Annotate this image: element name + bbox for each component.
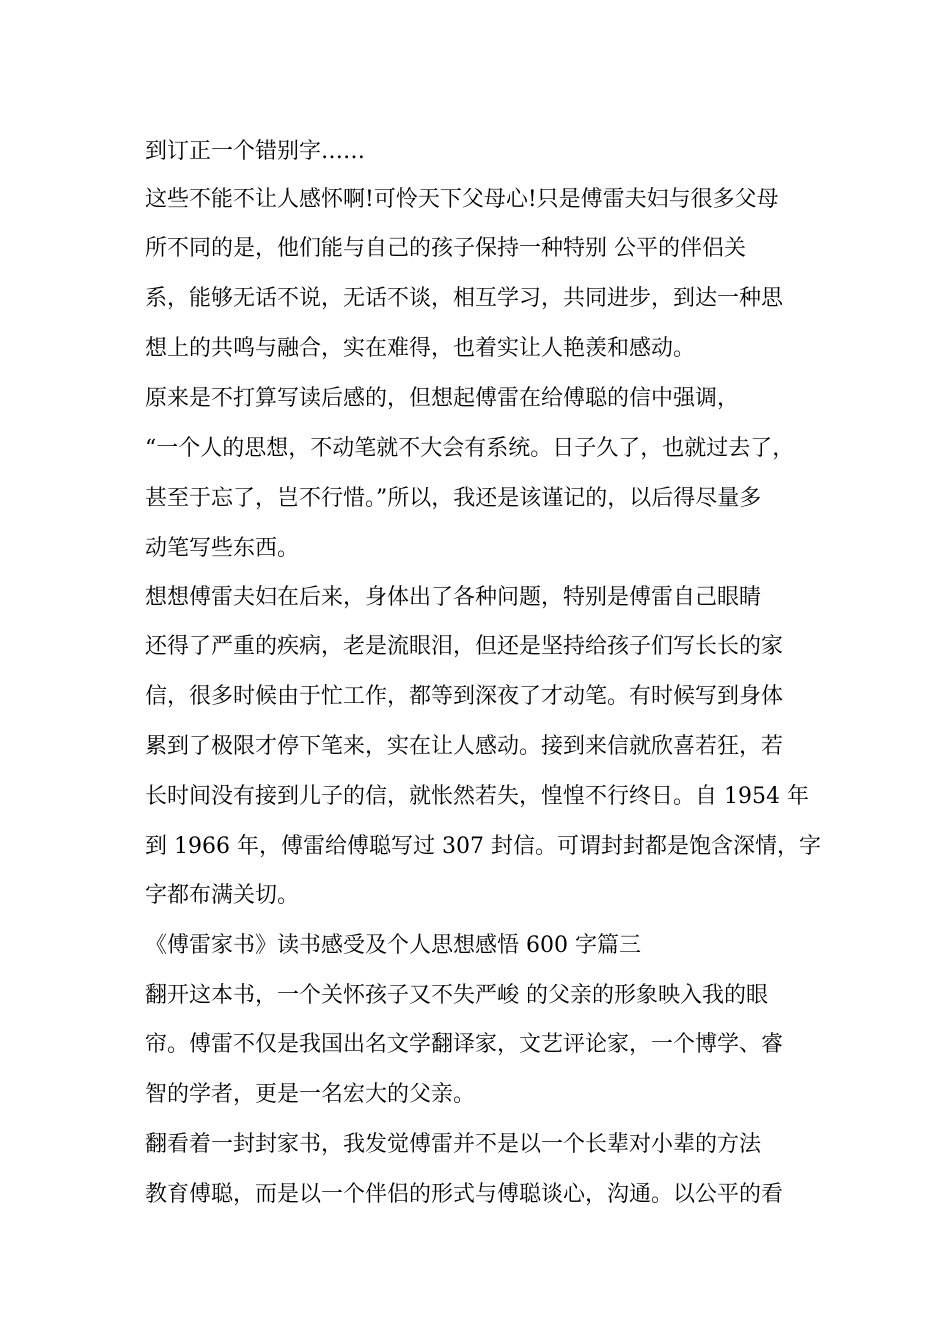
section-heading: 《傅雷家书》读书感受及个人思想感悟 600 字篇三 — [145, 933, 641, 958]
text-line: 甚至于忘了，岂不行惜。”所以，我还是该谨记的，以后得尽量多 — [145, 486, 762, 511]
text-line: 想上的共鸣与融合，实在难得，也着实让人艳羡和感动。 — [145, 336, 696, 361]
text-line: 还得了严重的疾病，老是流眼泪，但还是坚持给孩子们写长长的家 — [145, 634, 784, 659]
text-line: 帘。傅雷不仅是我国出名文学翻译家，文艺评论家，一个博学、睿 — [145, 1032, 784, 1057]
text-line: 翻开这本书，一个关怀孩子又不失严峻 的父亲的形象映入我的眼 — [145, 983, 768, 1008]
text-line: 到订正一个错别字…… — [145, 139, 366, 164]
text-line: 字都布满关切。 — [145, 883, 300, 908]
text-line: 累到了极限才停下笔来，实在让人感动。接到来信就欣喜若狂，若 — [145, 734, 784, 759]
text-line: 智的学者，更是一名宏大的父亲。 — [145, 1082, 476, 1107]
text-line: 动笔写些东西。 — [145, 536, 300, 561]
text-line: 所不同的是，他们能与自己的孩子保持一种特别 公平的伴侣关 — [145, 236, 746, 261]
text-line: “一个人的思想，不动笔就不大会有系统。日子久了，也就过去了， — [145, 436, 795, 461]
text-line: 系，能够无话不说，无话不谈，相互学习，共同进步，到达一种思 — [145, 286, 784, 311]
text-line: 信，很多时候由于忙工作，都等到深夜了才动笔。有时候写到身体 — [145, 684, 784, 709]
text-line: 到 1966 年，傅雷给傅聪写过 307 封信。可谓封封都是饱含深情，字 — [145, 834, 821, 859]
text-line: 想想傅雷夫妇在后来，身体出了各种问题，特别是傅雷自己眼睛 — [145, 585, 762, 610]
text-line: 这些不能不让人感怀啊!可怜天下父母心!只是傅雷夫妇与很多父母 — [145, 187, 779, 212]
text-line: 原来是不打算写读后感的，但想起傅雷在给傅聪的信中强调， — [145, 386, 740, 411]
text-line: 长时间没有接到儿子的信，就怅然若失，惶惶不行终日。自 1954 年 — [145, 784, 809, 809]
text-line: 翻看着一封封家书，我发觉傅雷并不是以一个长辈对小辈的方法 — [145, 1132, 762, 1157]
text-line: 教育傅聪，而是以一个伴侣的形式与傅聪谈心，沟通。以公平的看 — [145, 1182, 784, 1207]
